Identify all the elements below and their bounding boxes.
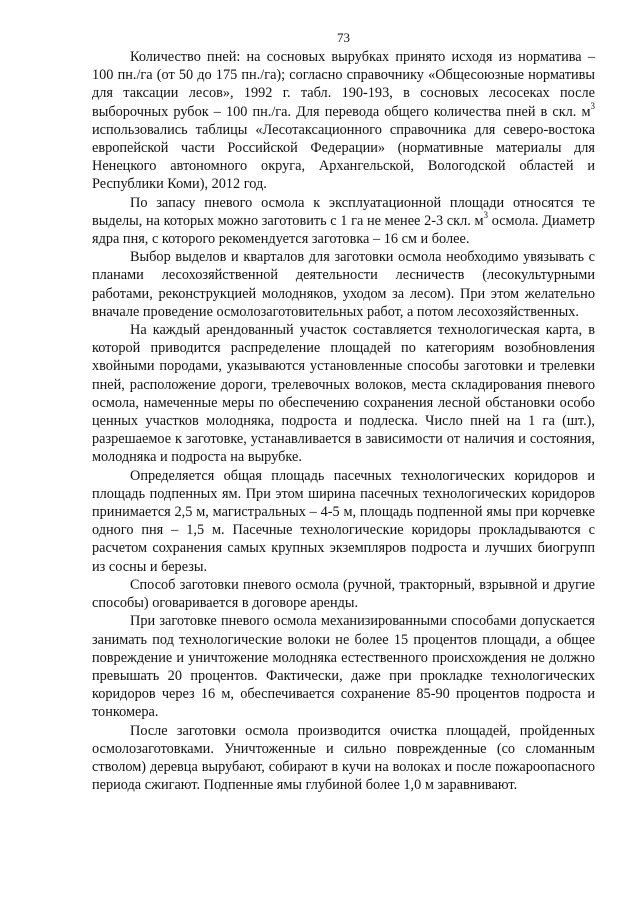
paragraph-selection <box>92 248 595 321</box>
paragraph-text: По запасу пневого осмола к эксплуатационной площади относятся те выделы, на которых можно заготовить с 1 га не менее 2-3 скл. м <box>92 194 595 229</box>
paragraph-text: После заготовки осмола производится очистка площадей, пройденных осмолозаготовками. Уничтоженные и сильно поврежденные (со сломанным стволом) деревца вырубают, собирают в кучи на волоках и после пожароопасного периода сжигают. Подпенные ямы глубиной более 1,0 м заравнивают. <box>92 722 595 794</box>
paragraph-harvest-method <box>92 576 595 612</box>
paragraph-text: При заготовке пневого осмола механизированными способами допускается занимать под технологические волоки не более 15 процентов площади, а общее повреждение и уничтожение молодняка естественного происхождения не должно превышать 20 процентов. Фактически, даже при прокладке технологических коридоров через 16 м, обеспечивается сохранение 85-90 процентов подроста и тонкомера. <box>92 613 595 721</box>
paragraph-text: Способ заготовки пневого осмола (ручной, тракторный, взрывной и другие способы) оговаривается в договоре аренды. <box>92 576 595 612</box>
paragraph-text: На каждый арендованный участок составляется технологическая карта, в которой приводится распределение площадей по категориям возобновления хвойными породами, указываются установленные способы заготовки и трелевки пней, расположение дороги, трелевочных волоков, места складирования пневого осмола, намеченные меры по обеспечению сохранения лесной обстановки особо ценных участков молодняка, подроста и подлеска. Число пней на 1 га (шт.), разрешаемое к заготовке, устанавливается в зависимости от наличия и состояния, молодняка и подроста на вырубке. <box>92 322 595 466</box>
paragraph-text: Выбор выделов и кварталов для заготовки осмола необходимо увязывать с планами лесохозяйственной деятельности лесничеств (лесокультурными работами, реконструкцией молодняков, уходом за лесом). При этом желательно вначале проведение осмолозаготовительных работ, а потом лесохозяйственных. <box>92 249 595 320</box>
document-page <box>92 30 595 794</box>
paragraph-text: использовались таблицы «Лесотаксационного справочника для северо-востока европейской части Российской Федерации» (нормативные материалы для Ненецкого автономного округа, Архангельской, Вологодской областей и Республики Коми), 2012 год. <box>92 121 595 193</box>
paragraph-mechanized <box>92 612 595 721</box>
page-number: 73 <box>337 30 350 45</box>
paragraph-technological-map <box>92 321 595 467</box>
paragraph-text: осмола. Диаметр ядра пня, с которого рекомендуется заготовка – 16 см и более. <box>92 212 595 248</box>
paragraph-stump-count <box>92 48 595 194</box>
paragraph-cleanup <box>92 722 595 795</box>
paragraph-text: Определяется общая площадь пасечных технологических коридоров и площадь подпенных ям. При этом ширина пасечных технологических коридоров принимается 2,5 м, магистральных – 4-5 м, площадь подпенной ямы при корчевке одного пня – 1,5 м. Пасечные технологические коридоры прокладываются с расчетом сохранения самых крупных экземпляров подроста и лучших биогрупп из сосны и березы. <box>92 467 595 575</box>
paragraph-text: Количество пней: на сосновых вырубках принято исходя из норматива – 100 пн./га (от 50 до 175 пн./га); согласно справочнику «Общесоюзные нормативы для таксации лесов», 1992 г. табл. 190-193, в сосновых лесосеках после выборочных рубок – 100 пн./га. Для перевода общего количества пней в скл. м <box>92 49 595 120</box>
superscript-cubic: 3 <box>590 100 595 111</box>
superscript-cubic: 3 <box>483 210 489 221</box>
paragraph-stump-stock <box>92 194 595 249</box>
paragraph-corridors <box>92 467 595 576</box>
